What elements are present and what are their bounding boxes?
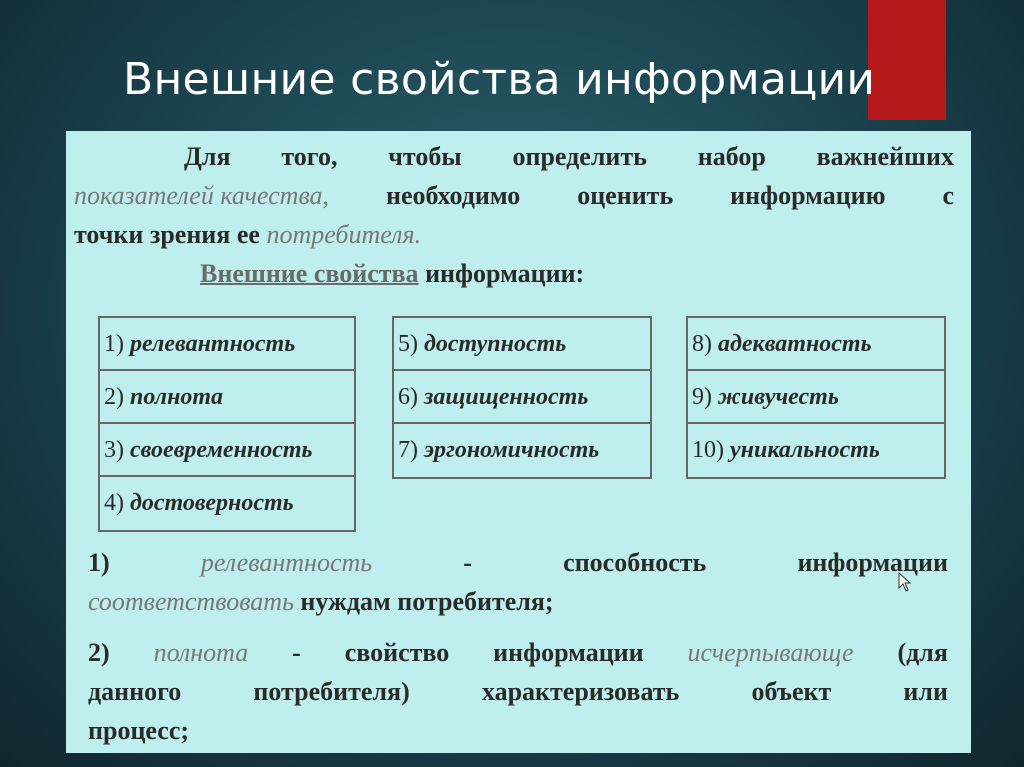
properties-table-1 (98, 316, 356, 532)
definition-completeness: 2) полнота - свойство информации исчерпывающе (для данного потребителя) характеризовать объект или процесс; (88, 638, 948, 745)
intro-line-2: показателей качества, необходимо оценить информацию с (74, 181, 954, 210)
property-cell: 7) эргономичность (398, 437, 600, 463)
properties-table-2 (392, 316, 652, 479)
mouse-cursor-icon (898, 572, 912, 592)
properties-table-3 (686, 316, 946, 479)
intro-line-3: точки зрения ее потребителя. (74, 220, 422, 249)
properties-subheading: Внешние свойства информации: (200, 259, 585, 288)
property-cell: 3) своевременность (100, 424, 354, 477)
intro-line-1: Для того, чтобы определить набор важнейших (184, 142, 954, 171)
property-cell: 4) достоверность (104, 490, 294, 516)
property-cell: 5) доступность (394, 318, 650, 371)
property-cell: 2) полнота (100, 371, 354, 424)
property-cell: 8) адекватность (688, 318, 944, 371)
content-image-panel (66, 131, 971, 753)
intro-paragraph (74, 137, 954, 254)
accent-bar (868, 0, 946, 120)
slide-title: Внешние свойства информации (123, 54, 876, 105)
property-cell: 10) уникальность (692, 437, 880, 463)
property-cell: 6) защищенность (394, 371, 650, 424)
definition-relevance: 1) релевантность - способность информации соответствовать нуждам потребителя; (88, 548, 948, 616)
property-cell: 9) живучесть (688, 371, 944, 424)
property-cell: 1) релевантность (100, 318, 354, 371)
